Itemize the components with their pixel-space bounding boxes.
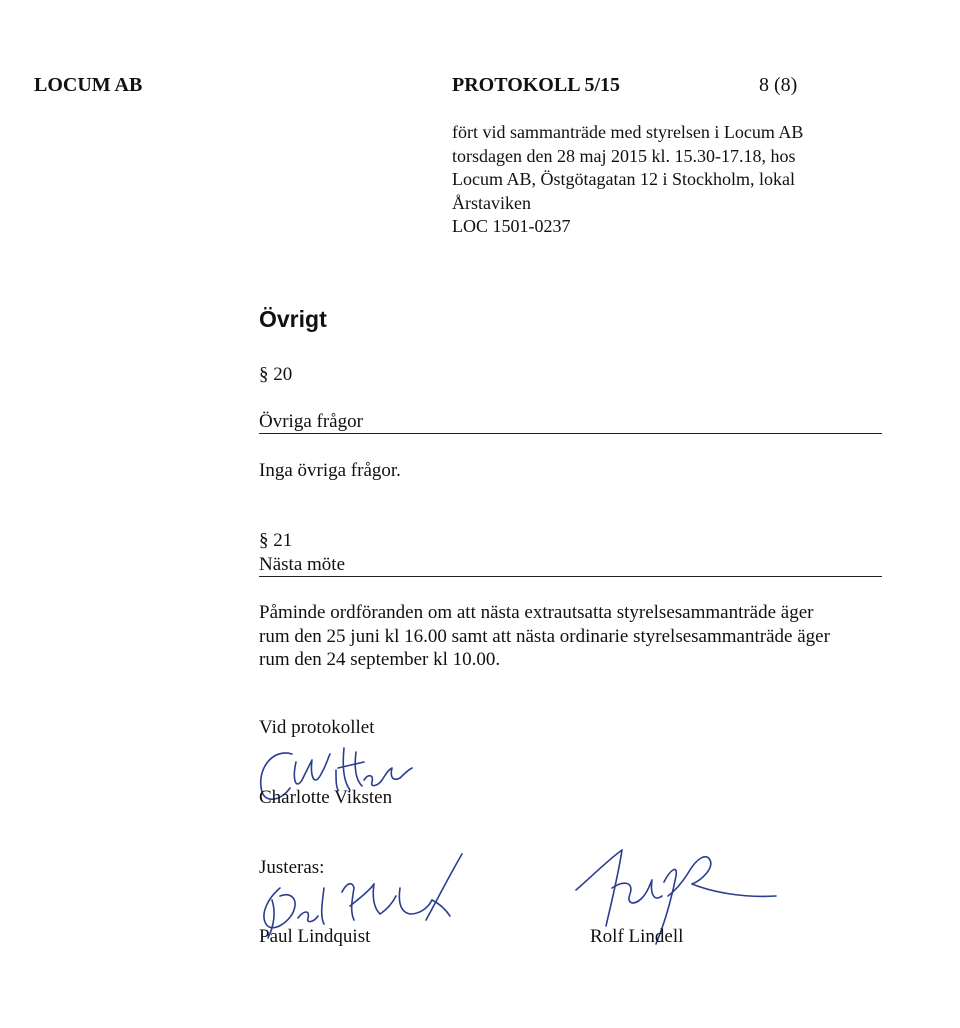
meeting-info-line: fört vid sammanträde med styrelsen i Locum AB bbox=[452, 122, 804, 142]
section-heading: Övrigt bbox=[259, 306, 327, 332]
meeting-info-line: LOC 1501-0237 bbox=[452, 216, 571, 236]
document-title: PROTOKOLL 5/15 bbox=[452, 74, 620, 96]
meeting-info-line: Årstaviken bbox=[452, 192, 531, 213]
item-body: Inga övriga frågor. bbox=[259, 460, 401, 481]
adjuster-name: Paul Lindquist bbox=[259, 926, 371, 947]
meeting-info-line: Locum AB, Östgötagatan 12 i Stockholm, lokal bbox=[452, 169, 795, 189]
protocol-label: Vid protokollet bbox=[259, 717, 375, 738]
item-body-line: Påminde ordföranden om att nästa extrautsatta styrelsesammanträde äger bbox=[259, 602, 814, 623]
title-underline bbox=[259, 576, 882, 577]
title-underline bbox=[259, 433, 882, 434]
meeting-info bbox=[452, 121, 803, 239]
secretary-name: Charlotte Viksten bbox=[259, 787, 393, 808]
item-body-line: rum den 25 juni kl 16.00 samt att nästa ordinarie styrelsesammanträde äger bbox=[259, 625, 830, 647]
adjuster-name: Rolf Lindell bbox=[590, 926, 684, 947]
item-number: § 20 bbox=[259, 364, 293, 385]
page-number: 8 (8) bbox=[759, 74, 798, 96]
item-body-line: rum den 24 september kl 10.00. bbox=[259, 649, 501, 670]
meeting-info-line: torsdagen den 28 maj 2015 kl. 15.30-17.18, hos bbox=[452, 145, 796, 166]
adjusters-label: Justeras: bbox=[259, 857, 325, 878]
item-title: Nästa möte bbox=[259, 554, 346, 575]
company-name: LOCUM AB bbox=[34, 74, 143, 96]
item-body bbox=[259, 601, 830, 672]
item-title: Övriga frågor bbox=[259, 411, 363, 432]
item-number: § 21 bbox=[259, 530, 293, 551]
